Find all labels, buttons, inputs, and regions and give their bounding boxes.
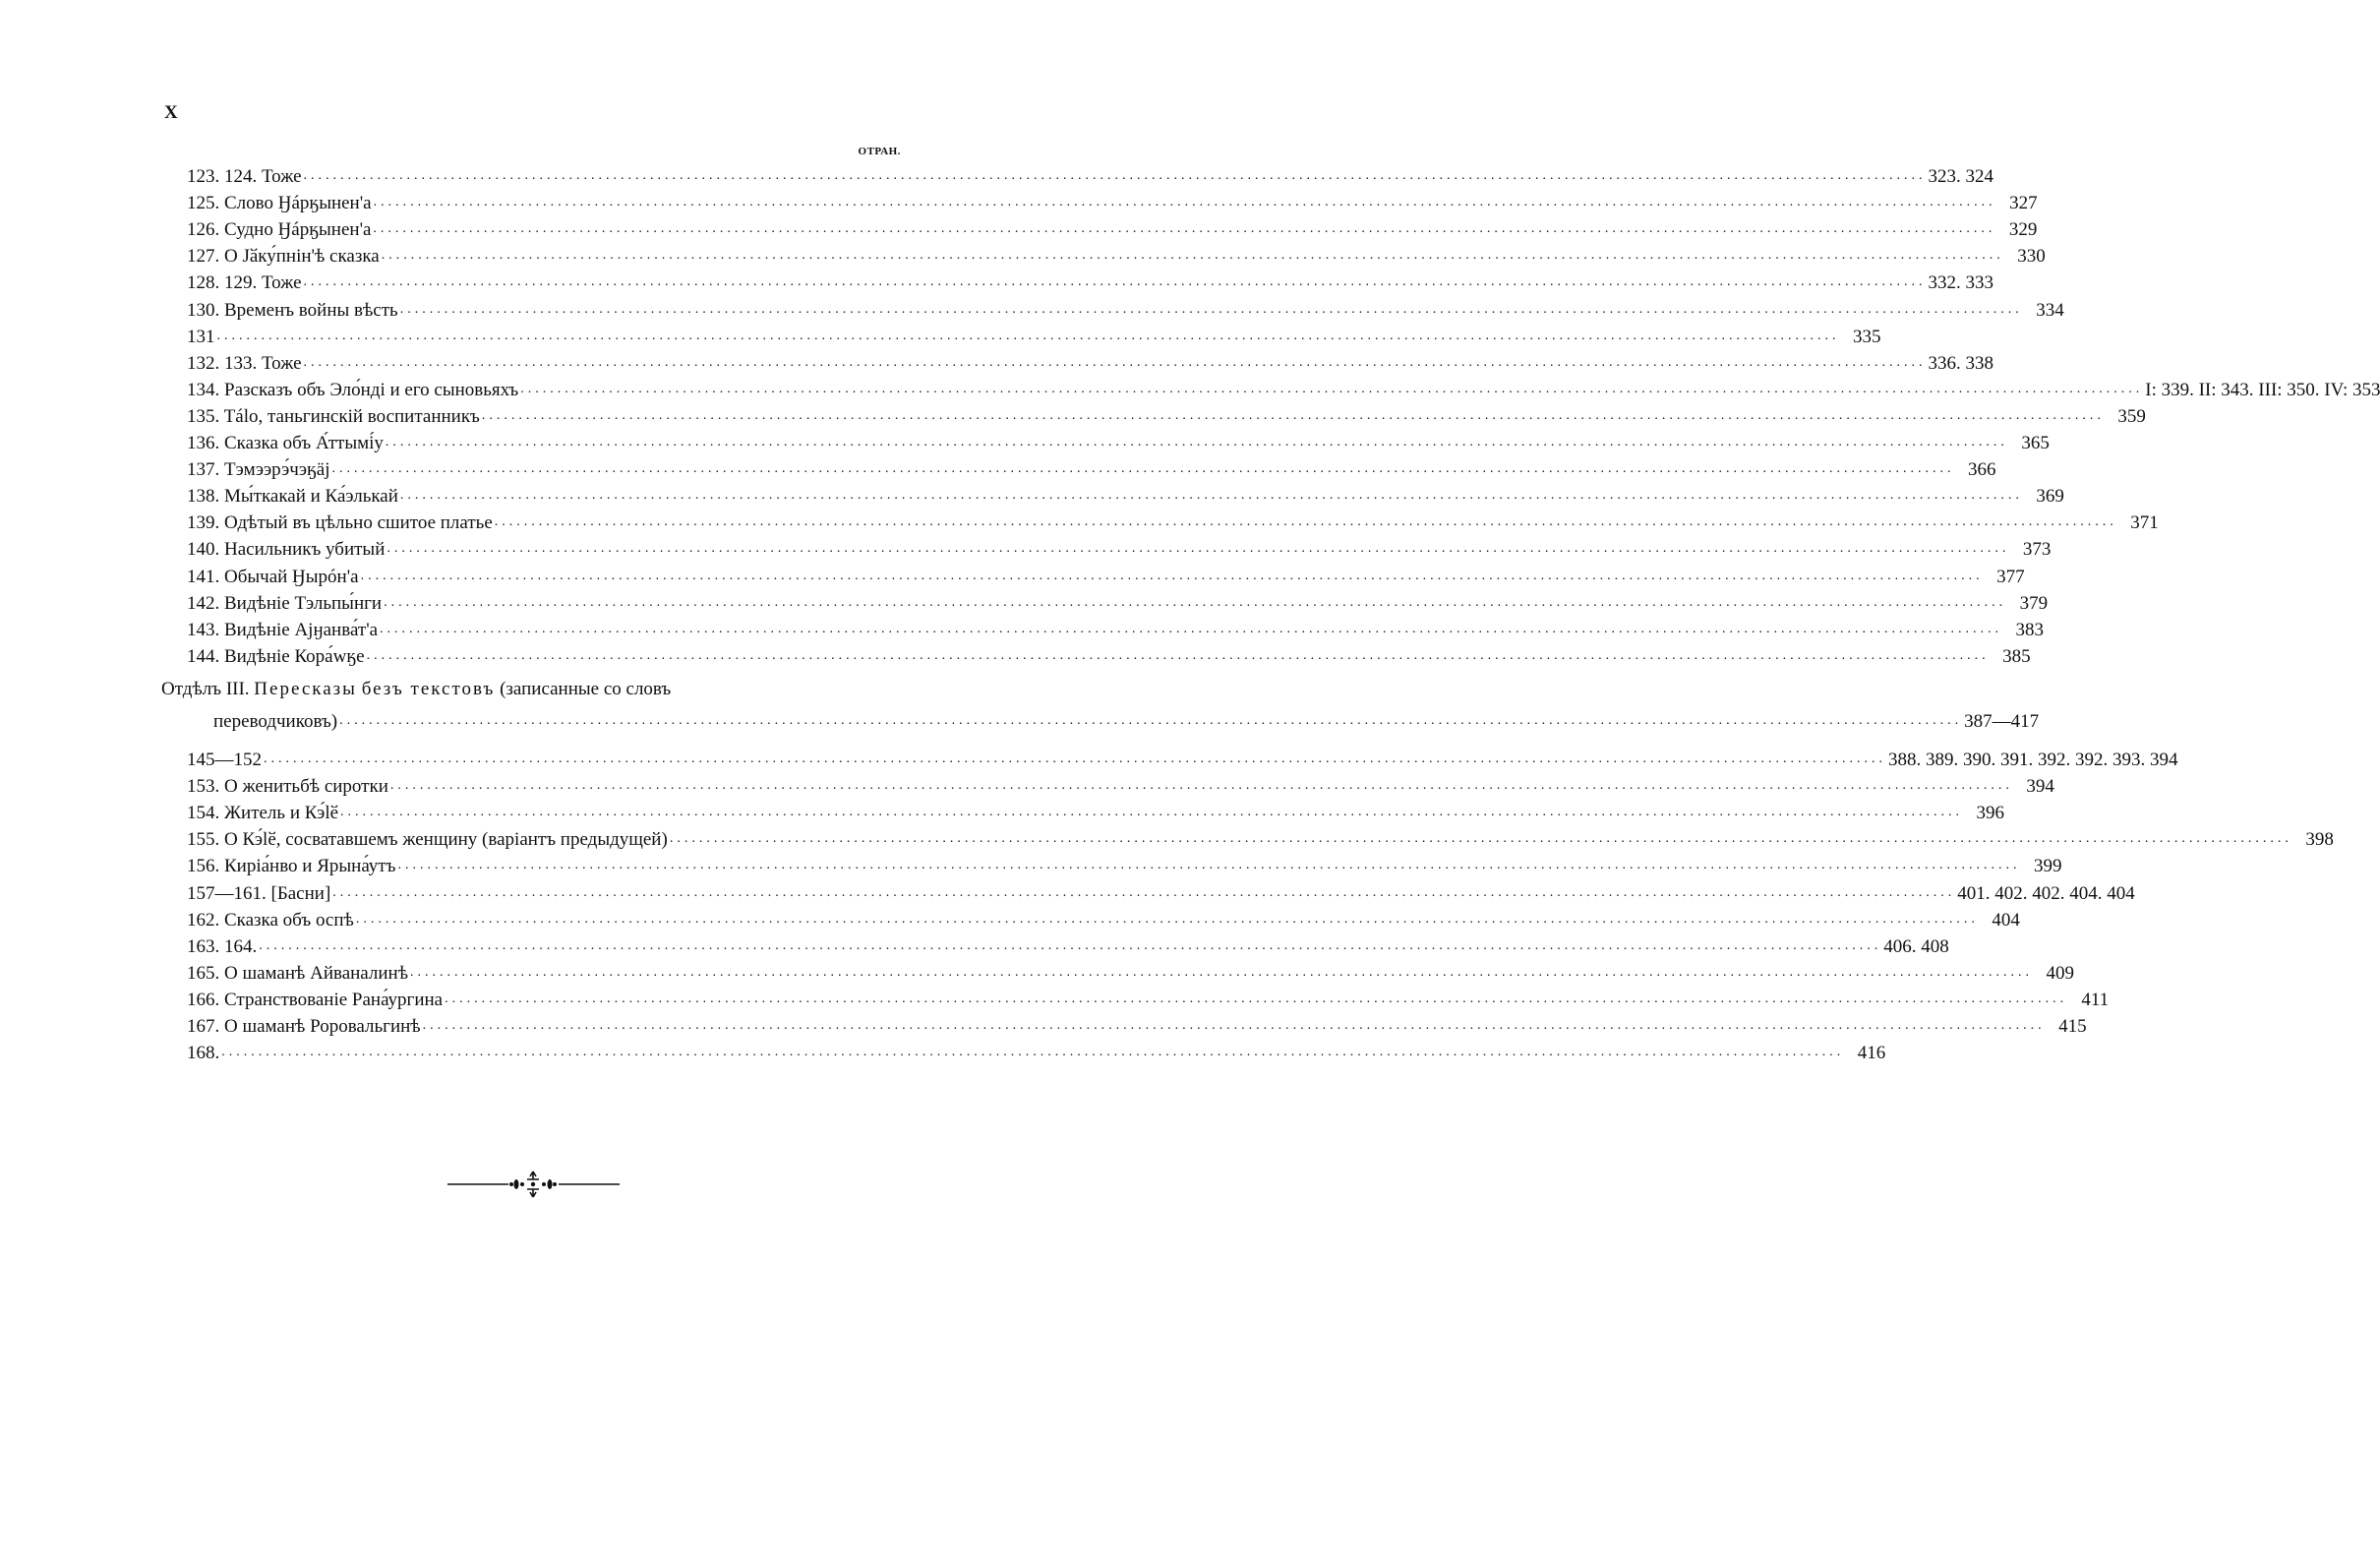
- toc-entry-title: 167. О шаманѣ Роровальгинѣ: [187, 1016, 421, 1037]
- toc-entry: [187, 588, 2049, 615]
- toc-entry: [187, 878, 2135, 905]
- decorative-divider-icon: [447, 1168, 620, 1201]
- toc-entry: [187, 562, 2025, 588]
- leader-dots: ............................................................................................................................................................................................................................: [303, 274, 1927, 290]
- toc-entry: [187, 798, 2005, 824]
- toc-entry: [187, 322, 1881, 348]
- toc-entry: [187, 1011, 2087, 1038]
- toc-entry: [187, 454, 1996, 481]
- leader-dots: ............................................................................................................................................................................................................................: [387, 541, 2010, 557]
- toc-entry-title: 154. Житель и Кэ́lӗ: [187, 803, 339, 824]
- leader-dots: ............................................................................................................................................................................................................................: [373, 221, 1996, 237]
- toc-entry-pages: 336. 338: [1928, 352, 1994, 374]
- toc-entry: [187, 1038, 1886, 1064]
- section3-pages: 387—417: [1964, 711, 2040, 732]
- toc-entry: [187, 534, 2052, 561]
- leader-dots: ............................................................................................................................................................................................................................: [422, 1018, 2046, 1033]
- toc-entry: [187, 241, 2046, 268]
- toc-entry-pages: 385: [2002, 645, 2031, 667]
- toc-entry: [187, 268, 1994, 294]
- leader-dots: ............................................................................................................................................................................................................................: [410, 964, 2034, 980]
- leader-dots: ............................................................................................................................................................................................................................: [264, 751, 1886, 766]
- leader-dots: ............................................................................................................................................................................................................................: [380, 621, 2003, 636]
- toc-entry: [187, 641, 2031, 668]
- toc-entry-pages: I: 339. II: 343. III: 350. IV: 353: [2145, 379, 2380, 400]
- toc-entry-pages: 409: [2046, 962, 2075, 984]
- toc-entry-pages: 406. 408: [1883, 935, 1949, 957]
- toc-entry-pages: 411: [2081, 989, 2110, 1010]
- toc-entry-title: 125. Слово Ӈáрӄынен'а: [187, 193, 372, 214]
- leader-dots: ............................................................................................................................................................................................................................: [360, 568, 1984, 583]
- toc-entry-pages: 383: [2015, 619, 2045, 640]
- toc-entry-title: 165. О шаманѣ Айваналинѣ: [187, 962, 409, 984]
- toc-entry-pages: 399: [2033, 856, 2062, 877]
- leader-dots: ............................................................................................................................................................................................................................: [397, 858, 2021, 873]
- toc-entry-title: 162. Сказка объ оспѣ: [187, 909, 354, 931]
- toc-entry: [187, 348, 1994, 375]
- toc-entry-title: 144. Видѣніе Кора́wӄе: [187, 645, 365, 667]
- toc-entry-title: 168.: [187, 1043, 220, 1064]
- leader-dots: ............................................................................................................................................................................................................................: [331, 461, 1955, 477]
- toc-entry: [187, 428, 2050, 454]
- leader-dots: ............................................................................................................................................................................................................................: [340, 805, 1964, 820]
- toc-entry: [187, 295, 2064, 322]
- toc-entry-title: 143. Видѣніе Аjӈанва́т'а: [187, 619, 379, 640]
- toc-entry-pages: 415: [2058, 1016, 2087, 1037]
- leader-dots: ............................................................................................................................................................................................................................: [389, 778, 2013, 794]
- toc-entry-title: 136. Сказка объ А́ттымі́у: [187, 433, 384, 453]
- toc-entry-pages: 388. 389. 390. 391. 392. 392. 393. 394: [1888, 750, 2178, 770]
- toc-entry: [187, 985, 2110, 1011]
- toc-entry-pages: 323. 324: [1928, 166, 1994, 187]
- toc-entry-title: 139. Одѣтый въ цѣльно сшитое платье: [187, 512, 493, 534]
- section3-title: Пересказы: [254, 679, 357, 699]
- toc-entry-title: 128. 129. Тоже: [187, 272, 302, 294]
- toc-entry: [187, 958, 2075, 985]
- leader-dots: ............................................................................................................................................................................................................................: [373, 195, 1996, 210]
- leader-dots: ............................................................................................................................................................................................................................: [399, 488, 2023, 504]
- toc-entry-title: 123. 124. Тоже: [187, 166, 302, 187]
- toc-entry-title: 153. О женитьбѣ сиротки: [187, 776, 388, 798]
- toc-entry-pages: 404: [1992, 909, 2020, 931]
- pages-column-header: ОТРАН.: [858, 146, 901, 157]
- section3-line2: [213, 706, 2040, 733]
- toc-entry-pages: 371: [2130, 512, 2159, 534]
- toc-entry-pages: 377: [1996, 566, 2025, 587]
- section3-note: (записанные со словъ: [500, 679, 672, 699]
- toc-entry: [187, 401, 2146, 428]
- toc-entry-pages: 332. 333: [1928, 272, 1994, 294]
- section3-heading: [161, 679, 671, 700]
- leader-dots: ............................................................................................................................................................................................................................: [332, 884, 1956, 900]
- toc-entry: [187, 745, 2178, 771]
- toc-entry-title: 135. Tálo, таньгинскій воспитанникъ: [187, 405, 480, 427]
- toc-entry-pages: 330: [2017, 246, 2046, 268]
- toc-entry-title: 137. Тэмээрэ́чэӄӓj: [187, 459, 330, 481]
- toc-entry-pages: 329: [2008, 219, 2038, 241]
- leader-dots: ............................................................................................................................................................................................................................: [381, 248, 2004, 264]
- leader-dots: ............................................................................................................................................................................................................................: [669, 831, 2292, 847]
- toc-entry-pages: 369: [2036, 486, 2064, 508]
- toc-entry-pages: 373: [2022, 539, 2052, 561]
- toc-entry-pages: 396: [1976, 803, 2005, 824]
- toc-entry-pages: 401. 402. 402. 404. 404: [1957, 882, 2135, 904]
- toc-entry-pages: 416: [1857, 1043, 1886, 1064]
- toc-entry-title: 131: [187, 326, 215, 347]
- toc-entry-pages: 335: [1853, 326, 1881, 347]
- leader-dots: ............................................................................................................................................................................................................................: [303, 354, 1927, 370]
- toc-entry-pages: 327: [2009, 193, 2038, 214]
- toc-entry-pages: 394: [2026, 776, 2054, 798]
- section3-prefix: Отдѣлъ III.: [161, 679, 250, 699]
- leader-dots: ............................................................................................................................................................................................................................: [303, 168, 1927, 183]
- toc-entry-pages: 365: [2021, 433, 2050, 453]
- toc-entry-title: 141. Обычай Ӈырóн'а: [187, 566, 359, 587]
- leader-dots: ............................................................................................................................................................................................................................: [481, 407, 2105, 423]
- leader-dots: ............................................................................................................................................................................................................................: [399, 301, 2023, 317]
- toc-entry: [187, 824, 2334, 851]
- leader-dots: ............................................................................................................................................................................................................................: [494, 514, 2117, 530]
- leader-dots: ............................................................................................................................................................................................................................: [259, 937, 1882, 953]
- toc-entry-title: 163. 164.: [187, 935, 258, 957]
- toc-entry-title: 126. Судно Ӈáрӄынен'а: [187, 219, 372, 241]
- toc-entry-title: 134. Разсказъ объ Эло́ндi и его сыновьяхъ: [187, 379, 519, 400]
- toc-entry-title: 142. Видѣніе Тэльпы́нги: [187, 592, 383, 614]
- toc-entry: [187, 375, 2380, 401]
- leader-dots: ............................................................................................................................................................................................................................: [221, 1045, 1845, 1060]
- toc-entry-title: 157—161. [Басни]: [187, 882, 331, 904]
- toc-entry-pages: 398: [2305, 829, 2334, 851]
- toc-entry-title: 138. Мы́ткакай и Ка́элькай: [187, 486, 398, 508]
- toc-entry: [187, 905, 2020, 931]
- toc-entry-pages: 379: [2019, 592, 2049, 614]
- toc-entry-pages: 366: [1968, 459, 1996, 481]
- leader-dots: ............................................................................................................................................................................................................................: [385, 435, 2008, 450]
- toc-entry-title: 155. О Кэ́lӗ, сосватавшемъ женщину (варіантъ предыдущей): [187, 829, 668, 851]
- toc-entry: [187, 214, 2038, 241]
- leader-dots: ............................................................................................................................................................................................................................: [339, 713, 1963, 728]
- section3-line2-label: переводчиковъ): [213, 711, 338, 732]
- toc-entry: [187, 508, 2159, 534]
- toc-entry-title: 132. 133. Тоже: [187, 352, 302, 374]
- leader-dots: ............................................................................................................................................................................................................................: [355, 911, 1979, 927]
- toc-entry-title: 127. О Jӑку́пнін'ѣ сказка: [187, 246, 380, 268]
- page-number: X: [164, 102, 178, 123]
- toc-entry-title: 140. Насильникъ убитый: [187, 539, 386, 561]
- leader-dots: ............................................................................................................................................................................................................................: [216, 328, 1840, 343]
- toc-entry: [187, 851, 2062, 877]
- leader-dots: ............................................................................................................................................................................................................................: [445, 991, 2068, 1006]
- toc-entry: [187, 771, 2054, 798]
- toc-entry: [187, 188, 2038, 214]
- toc-entry-pages: 359: [2117, 405, 2146, 427]
- section3-title-rest: безъ текстовъ: [361, 679, 496, 699]
- leader-dots: ............................................................................................................................................................................................................................: [366, 647, 1990, 663]
- toc-entry-title: 166. Странствованіе Рана́ургина: [187, 989, 444, 1010]
- toc-entry-title: 156. Киріа́нво и Ярына́утъ: [187, 856, 396, 877]
- toc-entry: [187, 615, 2045, 641]
- toc-entry: [187, 161, 1994, 188]
- toc-entry: [187, 481, 2064, 508]
- toc-entry: [187, 931, 1949, 958]
- toc-entry-title: 145—152: [187, 750, 262, 770]
- leader-dots: ............................................................................................................................................................................................................................: [520, 381, 2144, 396]
- leader-dots: ............................................................................................................................................................................................................................: [384, 594, 2007, 610]
- toc-entry-title: 130. Временъ войны вѣсть: [187, 299, 398, 321]
- toc-entry-pages: 334: [2036, 299, 2064, 321]
